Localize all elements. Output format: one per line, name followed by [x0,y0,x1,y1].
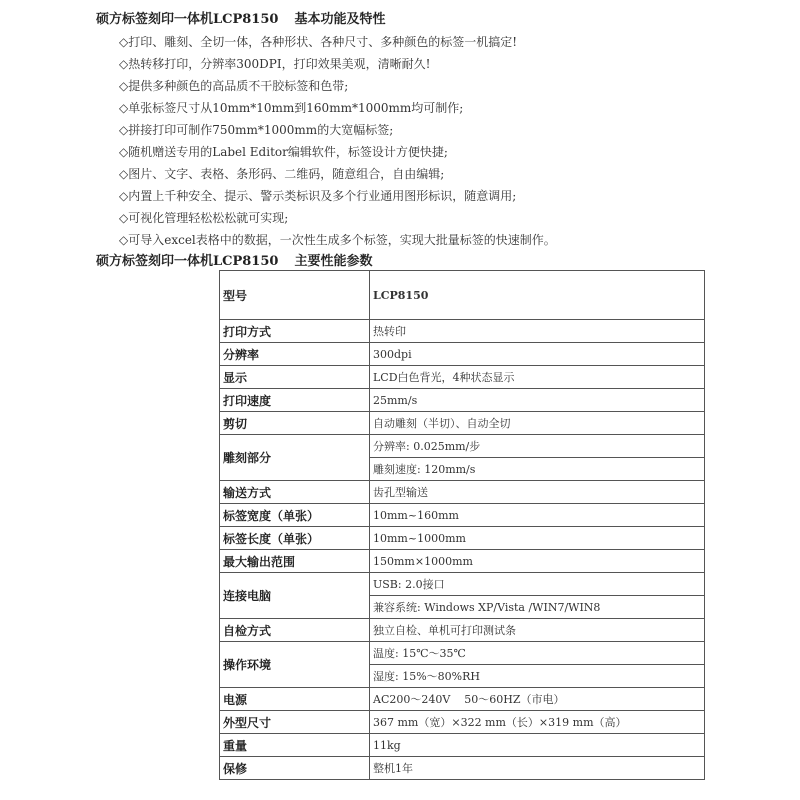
spec-label: 打印速度 [220,389,370,412]
spec-label: 外型尺寸 [220,711,370,734]
feature-item: ◇提供多种颜色的高品质不干胶标签和色带; [119,79,349,93]
table-row-environment-1 [220,642,705,665]
spec-label: 标签宽度（单张） [220,504,370,527]
spec-value: 整机1年 [370,757,705,780]
table-row-power [220,688,705,711]
spec-value: 分辨率: 0.025mm/步 [370,435,705,458]
specs-heading-product: 硕方标签刻印一体机LCP8150 [96,254,279,269]
spec-value: 齿孔型输送 [370,481,705,504]
spec-value: 兼容系统: Windows XP/Vista /WIN7/WIN8 [370,596,705,619]
spec-label: 分辨率 [220,343,370,366]
spec-value: 热转印 [370,320,705,343]
spec-value: 自动雕刻（半切）、自动全切 [370,412,705,435]
spec-value: 雕刻速度: 120mm/s [370,458,705,481]
table-row-cutting [220,412,705,435]
spec-value: USB: 2.0接口 [370,573,705,596]
spec-label: 最大输出范围 [220,550,370,573]
spec-value: 150mm×1000mm [370,550,705,573]
spec-value: LCP8150 [370,271,705,320]
feature-item: ◇图片、文字、表格、条形码、二维码，随意组合，自由编辑; [119,167,445,181]
spec-label: 输送方式 [220,481,370,504]
table-row-engraving-1 [220,435,705,458]
feature-item: ◇热转移打印，分辨率300DPI，打印效果美观，清晰耐久! [119,57,431,71]
spec-label: 型号 [220,271,370,320]
feature-item: ◇内置上千种安全、提示、警示类标识及多个行业通用图形标识，随意调用; [119,189,517,203]
table-row-warranty [220,757,705,780]
spec-value: 温度: 15℃～35℃ [370,642,705,665]
spec-label: 打印方式 [220,320,370,343]
spec-value: 湿度: 15%～80%RH [370,665,705,688]
table-row-label-width [220,504,705,527]
spec-value: LCD白色背光，4种状态显示 [370,366,705,389]
spec-label: 重量 [220,734,370,757]
features-heading-title: 基本功能及特性 [294,12,386,27]
table-row-resolution [220,343,705,366]
feature-list [119,31,556,251]
specs-heading-title: 主要性能参数 [294,254,373,269]
table-row-max-output [220,550,705,573]
spec-label: 显示 [220,366,370,389]
features-heading-product: 硕方标签刻印一体机LCP8150 [96,12,279,27]
table-row-label-length [220,527,705,550]
spec-label: 操作环境 [220,642,370,688]
spec-value: 10mm~1000mm [370,527,705,550]
spec-value: 300dpi [370,343,705,366]
spec-label: 保修 [220,757,370,780]
spec-label: 剪切 [220,412,370,435]
table-row-weight [220,734,705,757]
feature-item: ◇可导入excel表格中的数据，一次性生成多个标签，实现大批量标签的快速制作。 [119,233,556,247]
table-row-display [220,366,705,389]
spec-label: 连接电脑 [220,573,370,619]
table-row-print-speed [220,389,705,412]
feature-item: ◇可视化管理轻松松松就可实现; [119,211,289,225]
specs-heading [96,250,372,269]
table-row-model [220,271,705,320]
spec-label: 雕刻部分 [220,435,370,481]
spec-label: 标签长度（单张） [220,527,370,550]
table-row-feed [220,481,705,504]
spec-value: 11kg [370,734,705,757]
features-heading [96,8,385,27]
table-row-self-test [220,619,705,642]
feature-item: ◇随机赠送专用的Label Editor编辑软件，标签设计方便快捷; [119,145,448,159]
specs-table [219,270,705,780]
spec-value: 10mm~160mm [370,504,705,527]
spec-label: 电源 [220,688,370,711]
spec-value: 25mm/s [370,389,705,412]
spec-value: AC200～240V 50～60HZ（市电） [370,688,705,711]
spec-value: 独立自检、单机可打印测试条 [370,619,705,642]
spec-value: 367 mm（宽）×322 mm（长）×319 mm（高） [370,711,705,734]
feature-item: ◇单张标签尺寸从10mm*10mm到160mm*1000mm均可制作; [119,101,464,115]
spec-label: 自检方式 [220,619,370,642]
table-row-print-method [220,320,705,343]
table-row-dimensions [220,711,705,734]
table-row-pc-connection-1 [220,573,705,596]
feature-item: ◇打印、雕刻、全切一体，各种形状、各种尺寸、多种颜色的标签一机搞定! [119,35,518,49]
feature-item: ◇拼接打印可制作750mm*1000mm的大宽幅标签; [119,123,394,137]
